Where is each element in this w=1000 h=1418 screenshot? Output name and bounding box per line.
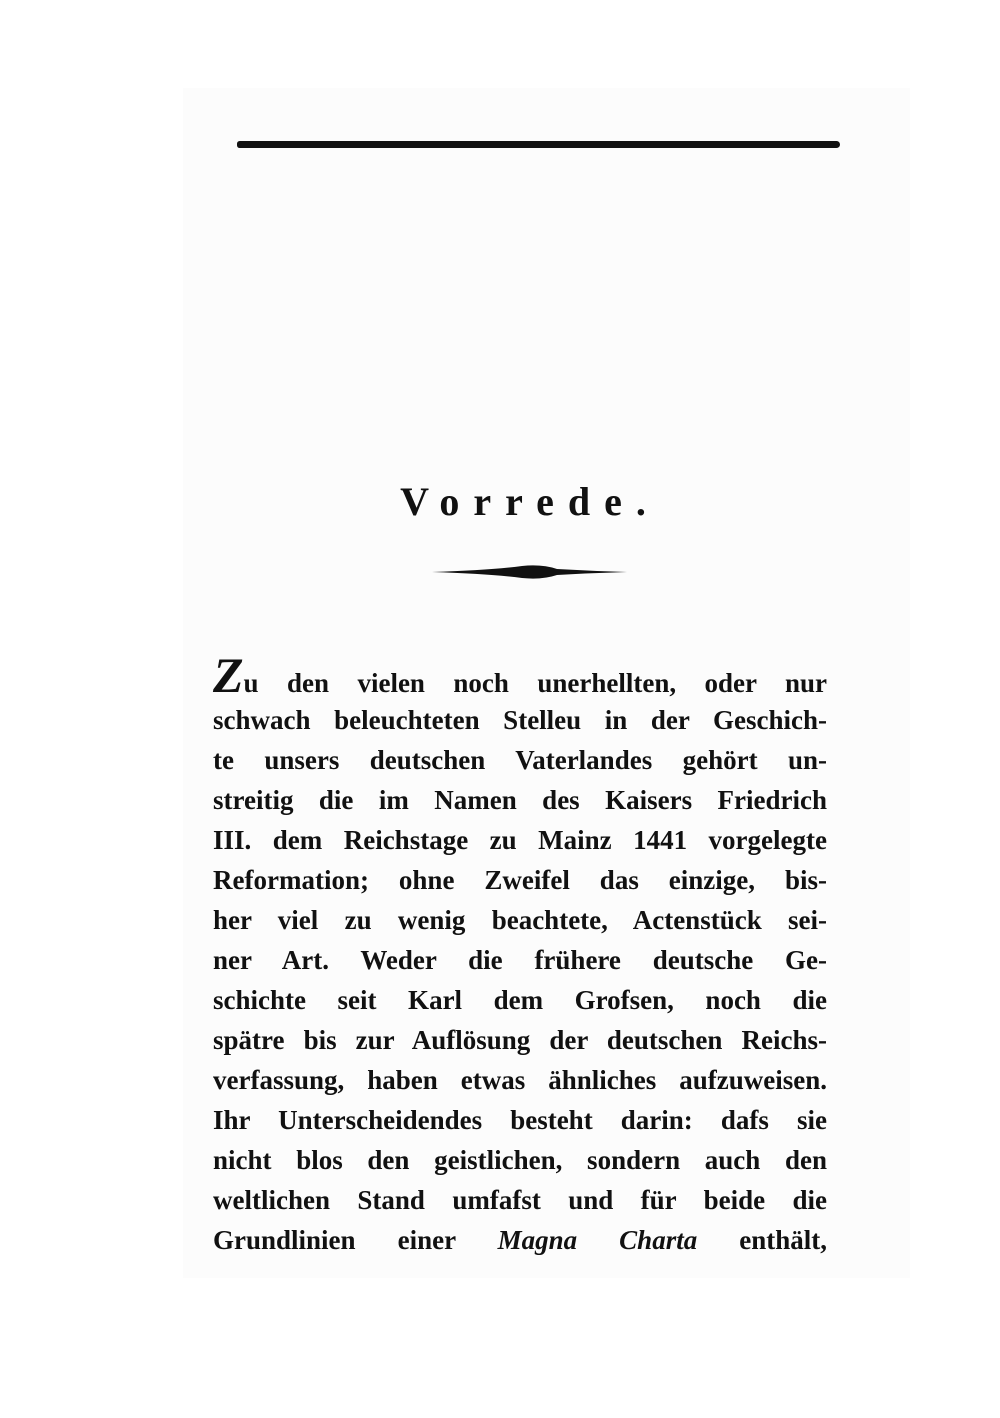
text-line: te unsers deutschen Vaterlandes gehört un-: [213, 745, 827, 775]
text-line: nicht blos den geistlichen, sondern auch den: [213, 1145, 827, 1175]
text-line: streitig die im Namen des Kaisers Friedrich: [213, 785, 827, 815]
text-line: [213, 647, 827, 703]
text-line: III. dem Reichstage zu Mainz 1441 vorgelegte: [213, 825, 827, 855]
italic-magna-charta: Magna Charta: [497, 1225, 698, 1255]
text-line: schichte seit Karl dem Grofsen, noch die: [213, 985, 827, 1015]
text-line: spätre bis zur Auflösung der deutschen Reichs-: [213, 1025, 827, 1055]
ornament-divider: [432, 560, 627, 584]
text-line: verfassung, haben etwas ähnliches aufzuweisen.: [213, 1065, 827, 1095]
text-line: her viel zu wenig beachtete, Actenstück sei-: [213, 905, 827, 935]
line-text: u den vielen noch unerhellten, oder nur: [243, 668, 827, 698]
line-text: enthält,: [697, 1225, 827, 1255]
text-line-last: [213, 1220, 827, 1260]
top-rule-divider: [237, 141, 840, 148]
text-line: Reformation; ohne Zweifel das einzige, bis-: [213, 865, 827, 895]
text-line: ner Art. Weder die frühere deutsche Ge-: [213, 945, 827, 975]
text-line: Ihr Unterscheidendes besteht darin: dafs sie: [213, 1105, 827, 1135]
line-text: Grundlinien einer: [213, 1225, 498, 1255]
text-line: schwach beleuchteten Stelleu in der Geschich-: [213, 705, 827, 735]
drop-cap: Z: [213, 647, 244, 703]
page-title: Vorrede.: [400, 479, 660, 524]
preface-text: [213, 647, 827, 1260]
text-line: weltlichen Stand umfafst und für beide die: [213, 1185, 827, 1215]
